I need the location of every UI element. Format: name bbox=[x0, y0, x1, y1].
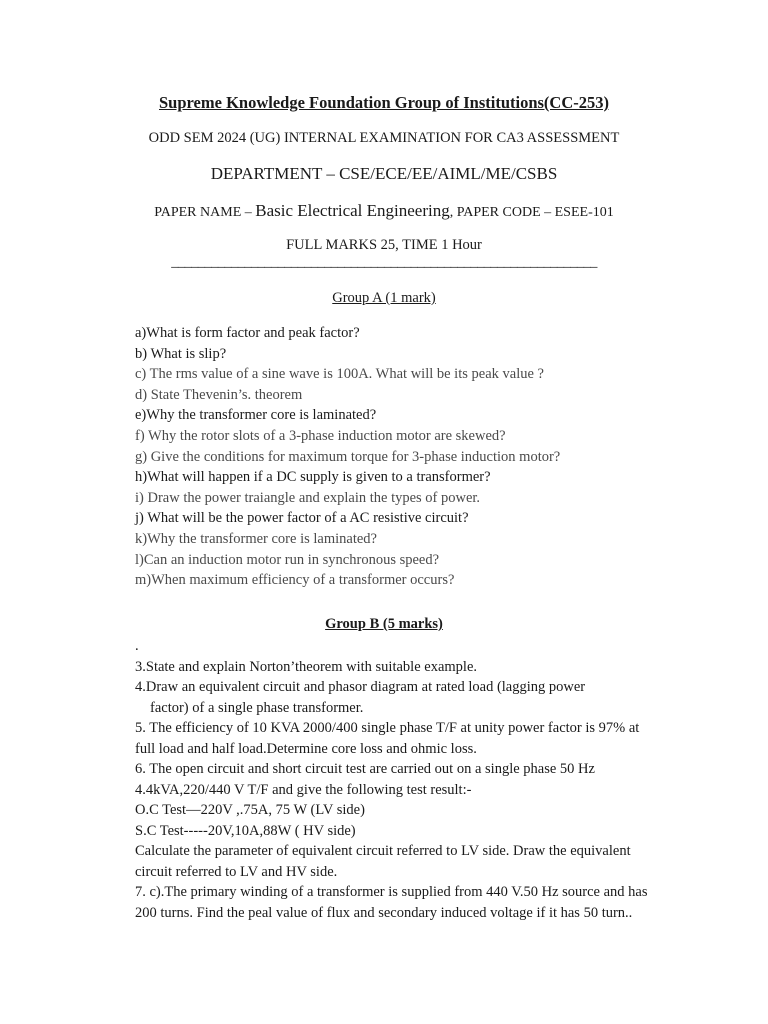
group-b-questions bbox=[135, 636, 683, 923]
group-b-line: 4.4kVA,220/440 V T/F and give the following test result:- bbox=[135, 781, 472, 798]
question-h: h)What will happen if a DC supply is given to a transformer? bbox=[135, 469, 491, 486]
department-line: DEPARTMENT – CSE/ECE/EE/AIML/ME/CSBS bbox=[210, 164, 558, 183]
question-j: j) What will be the power factor of a AC resistive circuit? bbox=[135, 510, 469, 527]
group-a-questions bbox=[135, 323, 560, 591]
group-b-line: Calculate the parameter of equivalent circuit referred to LV side. Draw the equivalent bbox=[135, 843, 631, 859]
group-b-line: full load and half load.Determine core loss and ohmic loss. bbox=[135, 740, 477, 757]
question-i: i) Draw the power traiangle and explain the types of power. bbox=[135, 489, 481, 506]
question-f: f) Why the rotor slots of a 3-phase induction motor are skewed? bbox=[135, 427, 506, 444]
group-b-title: Group B (5 marks) bbox=[325, 616, 443, 632]
paper-name-prefix: PAPER NAME – bbox=[154, 205, 256, 220]
group-b-line: 4.Draw an equivalent circuit and phasor diagram at rated load (lagging power bbox=[135, 679, 586, 695]
question-c: c) The rms value of a sine wave is 100A. What will be its peak value ? bbox=[135, 366, 544, 383]
institution-title: Supreme Knowledge Foundation Group of Institutions(CC-253) bbox=[159, 93, 609, 112]
question-b: b) What is slip? bbox=[135, 345, 227, 362]
group-b-line: 5. The efficiency of 10 KVA 2000/400 single phase T/F at unity power factor is 97% at bbox=[135, 720, 640, 736]
paper-name: Basic Electrical Engineering bbox=[255, 201, 450, 220]
group-a-title: Group A (1 mark) bbox=[332, 290, 436, 306]
question-a: a)What is form factor and peak factor? bbox=[135, 325, 360, 341]
group-b-line: 3.State and explain Norton’theorem with suitable example. bbox=[135, 658, 478, 675]
group-b-line: S.C Test-----20V,10A,88W ( HV side) bbox=[135, 822, 356, 839]
exam-title: ODD SEM 2024 (UG) INTERNAL EXAMINATION FOR CA3 ASSESSMENT bbox=[148, 130, 620, 146]
question-d: d) State Thevenin’s. theorem bbox=[135, 386, 303, 403]
question-l: l)Can an induction motor run in synchronous speed? bbox=[135, 551, 440, 568]
group-b-line: O.C Test—220V ,.75A, 75 W (LV side) bbox=[135, 802, 365, 818]
group-b-line: 6. The open circuit and short circuit test are carried out on a single phase 50 Hz bbox=[135, 761, 595, 777]
group-b-line: 200 turns. Find the peal value of flux and secondary induced voltage if it has 50 turn.. bbox=[135, 904, 633, 921]
paper-line bbox=[0, 201, 768, 221]
group-b-line: . bbox=[135, 638, 139, 654]
paper-code: , PAPER CODE – ESEE-101 bbox=[449, 205, 614, 220]
question-k: k)Why the transformer core is laminated? bbox=[135, 530, 377, 547]
group-b-line: factor) of a single phase transformer. bbox=[150, 699, 364, 716]
group-b-line: circuit referred to LV and HV side. bbox=[135, 863, 338, 880]
question-e: e)Why the transformer core is laminated? bbox=[135, 407, 377, 424]
header-rule: ________________________________________________________________ bbox=[171, 254, 597, 270]
group-b-line: 7. c).The primary winding of a transformer is supplied from 440 V.50 Hz source and has bbox=[135, 884, 648, 900]
question-m: m)When maximum efficiency of a transformer occurs? bbox=[135, 572, 455, 589]
question-g: g) Give the conditions for maximum torque for 3-phase induction motor? bbox=[135, 448, 561, 465]
full-marks-line: FULL MARKS 25, TIME 1 Hour bbox=[286, 237, 482, 253]
